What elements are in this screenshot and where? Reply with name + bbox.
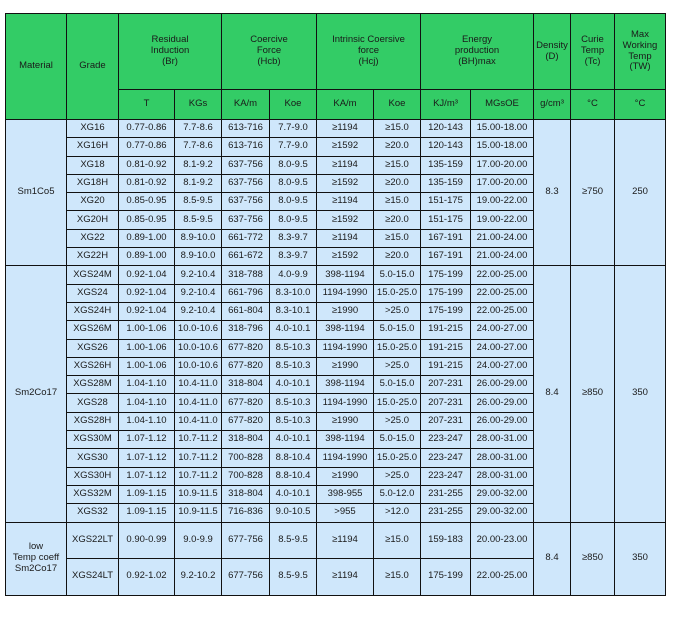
energy-mgsoe-cell: 15.00-18.00 [471,138,534,156]
br-kgs-cell: 10.0-10.6 [175,339,222,357]
br-t-cell: 1.07-1.12 [119,431,175,449]
br-t-cell: 0.89-1.00 [119,248,175,266]
br-t-cell: 1.07-1.12 [119,449,175,467]
grade-cell: XGS30H [67,467,119,485]
hcb-koe-cell: 8.3-9.7 [270,248,317,266]
energy-mgsoe-cell: 20.00-23.00 [471,522,534,559]
maxtemp-cell: 250 [615,120,666,266]
hcb-ka-m-cell: 318-804 [222,485,270,503]
hcj-ka-m-cell: ≥1990 [317,412,374,430]
hcb-koe-cell: 8.8-10.4 [270,467,317,485]
unit-max-working-temp: °C [615,90,666,120]
energy-mgsoe-cell: 22.00-25.00 [471,559,534,596]
hcj-ka-m-cell: ≥1194 [317,229,374,247]
hcj-koe-cell: ≥20.0 [374,211,421,229]
hcj-koe-cell: ≥15.0 [374,193,421,211]
hcb-ka-m-cell: 700-828 [222,467,270,485]
header-material: Material [6,14,67,120]
grade-cell: XGS26H [67,357,119,375]
hcb-ka-m-cell: 677-756 [222,522,270,559]
br-t-cell: 0.90-0.99 [119,522,175,559]
br-t-cell: 0.81-0.92 [119,174,175,192]
hcj-ka-m-cell: 398-1194 [317,266,374,284]
br-t-cell: 0.92-1.02 [119,559,175,596]
energy-kj-m3-cell: 175-199 [421,266,471,284]
br-t-cell: 0.92-1.04 [119,266,175,284]
energy-kj-m3-cell: 231-255 [421,485,471,503]
energy-mgsoe-cell: 22.00-25.00 [471,302,534,320]
header-coercive-force: Coercive Force (Hcb) [222,14,317,90]
energy-kj-m3-cell: 231-255 [421,504,471,522]
br-kgs-cell: 9.0-9.9 [175,522,222,559]
energy-mgsoe-cell: 26.00-29.00 [471,376,534,394]
maxtemp-cell: 350 [615,522,666,595]
hcb-koe-cell: 8.5-10.3 [270,339,317,357]
energy-kj-m3-cell: 175-199 [421,284,471,302]
hcj-koe-cell: >25.0 [374,412,421,430]
hcb-ka-m-cell: 318-788 [222,266,270,284]
unit-hcb-koe: Koe [270,90,317,120]
br-t-cell: 1.00-1.06 [119,321,175,339]
br-kgs-cell: 8.1-9.2 [175,156,222,174]
curie-cell: ≥850 [571,266,615,522]
hcb-koe-cell: 8.0-9.5 [270,211,317,229]
energy-kj-m3-cell: 207-231 [421,412,471,430]
hcb-koe-cell: 8.3-10.0 [270,284,317,302]
header-curie-temp: Curie Temp (Tc) [571,14,615,90]
energy-kj-m3-cell: 120-143 [421,138,471,156]
unit-energy-kj-m3: KJ/m³ [421,90,471,120]
hcb-ka-m-cell: 677-756 [222,559,270,596]
grade-cell: XG18 [67,156,119,174]
br-t-cell: 1.04-1.10 [119,394,175,412]
energy-mgsoe-cell: 22.00-25.00 [471,266,534,284]
hcb-ka-m-cell: 613-716 [222,138,270,156]
unit-hcj-ka-m: KA/m [317,90,374,120]
br-kgs-cell: 8.5-9.5 [175,193,222,211]
grade-cell: XGS26M [67,321,119,339]
br-t-cell: 1.04-1.10 [119,412,175,430]
unit-density: g/cm³ [534,90,571,120]
header-energy-production: Energy production (BH)max [421,14,534,90]
hcj-koe-cell: >25.0 [374,467,421,485]
br-kgs-cell: 10.0-10.6 [175,357,222,375]
material-label-line: low [28,541,44,553]
hcj-koe-cell: >12.0 [374,504,421,522]
br-t-cell: 0.92-1.04 [119,302,175,320]
hcj-koe-cell: ≥20.0 [374,138,421,156]
hcb-ka-m-cell: 637-756 [222,156,270,174]
hcj-ka-m-cell: >955 [317,504,374,522]
hcj-koe-cell: 5.0-12.0 [374,485,421,503]
energy-kj-m3-cell: 120-143 [421,120,471,138]
br-t-cell: 0.77-0.86 [119,120,175,138]
hcb-ka-m-cell: 661-672 [222,248,270,266]
energy-mgsoe-cell: 26.00-29.00 [471,412,534,430]
grade-cell: XG20H [67,211,119,229]
hcb-ka-m-cell: 637-756 [222,174,270,192]
hcb-ka-m-cell: 318-804 [222,431,270,449]
br-kgs-cell: 8.5-9.5 [175,211,222,229]
density-cell: 8.3 [534,120,571,266]
hcb-koe-cell: 8.8-10.4 [270,449,317,467]
hcb-koe-cell: 4.0-10.1 [270,485,317,503]
hcj-koe-cell: ≥15.0 [374,156,421,174]
hcj-koe-cell: ≥15.0 [374,120,421,138]
br-kgs-cell: 10.4-11.0 [175,412,222,430]
hcj-koe-cell: ≥15.0 [374,559,421,596]
br-kgs-cell: 10.7-11.2 [175,449,222,467]
material-label-line: Sm2Co17 [14,387,58,399]
br-t-cell: 1.00-1.06 [119,357,175,375]
br-t-cell: 1.09-1.15 [119,504,175,522]
unit-br-kgs: KGs [175,90,222,120]
hcj-ka-m-cell: ≥1194 [317,120,374,138]
hcb-koe-cell: 4.0-9.9 [270,266,317,284]
grade-cell: XG22H [67,248,119,266]
grade-cell: XGS28H [67,412,119,430]
br-kgs-cell: 10.9-11.5 [175,504,222,522]
hcj-ka-m-cell: 1194-1990 [317,339,374,357]
unit-curie-temp: °C [571,90,615,120]
maxtemp-cell: 350 [615,266,666,522]
grade-cell: XG18H [67,174,119,192]
grade-cell: XGS28M [67,376,119,394]
hcb-ka-m-cell: 677-820 [222,394,270,412]
hcb-ka-m-cell: 613-716 [222,120,270,138]
energy-kj-m3-cell: 135-159 [421,156,471,174]
energy-mgsoe-cell: 24.00-27.00 [471,339,534,357]
energy-kj-m3-cell: 175-199 [421,559,471,596]
energy-kj-m3-cell: 223-247 [421,431,471,449]
grade-cell: XGS32M [67,485,119,503]
hcj-ka-m-cell: ≥1592 [317,174,374,192]
hcj-ka-m-cell: ≥1990 [317,467,374,485]
energy-kj-m3-cell: 207-231 [421,394,471,412]
energy-mgsoe-cell: 29.00-32.00 [471,485,534,503]
br-t-cell: 0.77-0.86 [119,138,175,156]
br-kgs-cell: 10.9-11.5 [175,485,222,503]
material-label-line: Sm2Co17 [14,562,58,574]
energy-kj-m3-cell: 151-175 [421,211,471,229]
hcb-ka-m-cell: 716-836 [222,504,270,522]
hcj-ka-m-cell: ≥1990 [317,302,374,320]
density-cell: 8.4 [534,266,571,522]
energy-kj-m3-cell: 159-183 [421,522,471,559]
grade-cell: XG20 [67,193,119,211]
hcb-koe-cell: 9.0-10.5 [270,504,317,522]
grade-cell: XGS30 [67,449,119,467]
grade-cell: XG16 [67,120,119,138]
hcj-koe-cell: 15.0-25.0 [374,394,421,412]
header-density: Density (D) [534,14,571,90]
energy-mgsoe-cell: 21.00-24.00 [471,248,534,266]
hcj-ka-m-cell: 1194-1990 [317,284,374,302]
hcj-koe-cell: 5.0-15.0 [374,376,421,394]
energy-mgsoe-cell: 28.00-31.00 [471,467,534,485]
hcj-koe-cell: ≥20.0 [374,174,421,192]
unit-energy-mgsoe: MGsOE [471,90,534,120]
energy-mgsoe-cell: 21.00-24.00 [471,229,534,247]
energy-mgsoe-cell: 22.00-25.00 [471,284,534,302]
br-kgs-cell: 9.2-10.2 [175,559,222,596]
hcj-koe-cell: 15.0-25.0 [374,339,421,357]
hcb-ka-m-cell: 637-756 [222,193,270,211]
grade-cell: XGS32 [67,504,119,522]
unit-hcj-koe: Koe [374,90,421,120]
hcb-ka-m-cell: 661-772 [222,229,270,247]
magnet-properties-table [5,13,666,596]
hcb-koe-cell: 7.7-9.0 [270,138,317,156]
energy-kj-m3-cell: 167-191 [421,229,471,247]
hcj-koe-cell: ≥15.0 [374,522,421,559]
hcj-ka-m-cell: ≥1194 [317,559,374,596]
unit-hcb-ka-m: KA/m [222,90,270,120]
br-kgs-cell: 8.9-10.0 [175,229,222,247]
br-t-cell: 0.85-0.95 [119,193,175,211]
br-kgs-cell: 8.9-10.0 [175,248,222,266]
energy-kj-m3-cell: 167-191 [421,248,471,266]
hcj-ka-m-cell: ≥1194 [317,193,374,211]
br-t-cell: 1.00-1.06 [119,339,175,357]
br-kgs-cell: 9.2-10.4 [175,284,222,302]
hcb-koe-cell: 4.0-10.1 [270,431,317,449]
hcj-ka-m-cell: 398-1194 [317,376,374,394]
hcj-koe-cell: ≥20.0 [374,248,421,266]
hcj-ka-m-cell: ≥1194 [317,522,374,559]
energy-kj-m3-cell: 191-215 [421,357,471,375]
energy-mgsoe-cell: 19.00-22.00 [471,211,534,229]
energy-mgsoe-cell: 24.00-27.00 [471,357,534,375]
hcb-koe-cell: 4.0-10.1 [270,376,317,394]
br-kgs-cell: 10.4-11.0 [175,376,222,394]
material-cell [6,522,67,595]
hcj-ka-m-cell: ≥1194 [317,156,374,174]
energy-mgsoe-cell: 17.00-20.00 [471,174,534,192]
hcj-koe-cell: 5.0-15.0 [374,266,421,284]
hcj-ka-m-cell: 1194-1990 [317,449,374,467]
header-residual-induction: Residual Induction (Br) [119,14,222,90]
grade-cell: XGS26 [67,339,119,357]
hcb-ka-m-cell: 318-804 [222,376,270,394]
material-cell [6,120,67,266]
hcj-koe-cell: 15.0-25.0 [374,284,421,302]
br-kgs-cell: 9.2-10.4 [175,302,222,320]
material-label-line: Sm1Co5 [17,186,55,198]
hcb-koe-cell: 8.0-9.5 [270,156,317,174]
energy-kj-m3-cell: 207-231 [421,376,471,394]
br-t-cell: 1.04-1.10 [119,376,175,394]
hcj-koe-cell: >25.0 [374,357,421,375]
br-kgs-cell: 10.0-10.6 [175,321,222,339]
hcb-koe-cell: 8.3-10.1 [270,302,317,320]
grade-cell: XGS30M [67,431,119,449]
hcb-ka-m-cell: 700-828 [222,449,270,467]
hcb-koe-cell: 8.5-9.5 [270,559,317,596]
hcb-koe-cell: 8.3-9.7 [270,229,317,247]
energy-kj-m3-cell: 151-175 [421,193,471,211]
table-row [6,120,666,138]
unit-br-t: T [119,90,175,120]
hcj-ka-m-cell: 398-1194 [317,431,374,449]
energy-kj-m3-cell: 223-247 [421,467,471,485]
energy-mgsoe-cell: 28.00-31.00 [471,431,534,449]
hcj-koe-cell: >25.0 [374,302,421,320]
hcb-koe-cell: 4.0-10.1 [270,321,317,339]
br-kgs-cell: 10.7-11.2 [175,431,222,449]
grade-cell: XGS24H [67,302,119,320]
hcb-koe-cell: 8.5-9.5 [270,522,317,559]
br-t-cell: 0.89-1.00 [119,229,175,247]
hcj-koe-cell: 5.0-15.0 [374,431,421,449]
energy-mgsoe-cell: 26.00-29.00 [471,394,534,412]
header-grade: Grade [67,14,119,120]
energy-mgsoe-cell: 19.00-22.00 [471,193,534,211]
hcb-ka-m-cell: 677-820 [222,357,270,375]
grade-cell: XG22 [67,229,119,247]
br-kgs-cell: 7.7-8.6 [175,138,222,156]
hcb-ka-m-cell: 661-804 [222,302,270,320]
br-kgs-cell: 10.7-11.2 [175,467,222,485]
material-cell [6,266,67,522]
hcb-koe-cell: 8.0-9.5 [270,193,317,211]
grade-cell: XG16H [67,138,119,156]
curie-cell: ≥750 [571,120,615,266]
hcb-koe-cell: 8.5-10.3 [270,357,317,375]
curie-cell: ≥850 [571,522,615,595]
br-kgs-cell: 10.4-11.0 [175,394,222,412]
material-label-line: Temp coeff [12,552,60,564]
hcj-ka-m-cell: ≥1592 [317,248,374,266]
hcb-ka-m-cell: 318-796 [222,321,270,339]
energy-mgsoe-cell: 28.00-31.00 [471,449,534,467]
energy-kj-m3-cell: 223-247 [421,449,471,467]
hcj-koe-cell: 5.0-15.0 [374,321,421,339]
grade-cell: XGS28 [67,394,119,412]
energy-mgsoe-cell: 17.00-20.00 [471,156,534,174]
grade-cell: XGS24LT [67,559,119,596]
energy-mgsoe-cell: 29.00-32.00 [471,504,534,522]
hcb-koe-cell: 8.0-9.5 [270,174,317,192]
energy-mgsoe-cell: 24.00-27.00 [471,321,534,339]
br-kgs-cell: 9.2-10.4 [175,266,222,284]
hcj-ka-m-cell: ≥1990 [317,357,374,375]
energy-mgsoe-cell: 15.00-18.00 [471,120,534,138]
table-row [6,266,666,284]
br-t-cell: 1.07-1.12 [119,467,175,485]
header-intrinsic-coercive-force: Intrinsic Coersive force (Hcj) [317,14,421,90]
grade-cell: XGS24 [67,284,119,302]
grade-cell: XGS24M [67,266,119,284]
energy-kj-m3-cell: 191-215 [421,321,471,339]
hcb-koe-cell: 8.5-10.3 [270,412,317,430]
br-kgs-cell: 7.7-8.6 [175,120,222,138]
header-max-working-temp: Max Working Temp (TW) [615,14,666,90]
hcb-ka-m-cell: 677-820 [222,339,270,357]
hcj-koe-cell: ≥15.0 [374,229,421,247]
hcj-ka-m-cell: 1194-1990 [317,394,374,412]
br-t-cell: 0.85-0.95 [119,211,175,229]
table-row [6,522,666,559]
hcb-ka-m-cell: 637-756 [222,211,270,229]
energy-kj-m3-cell: 135-159 [421,174,471,192]
table-body [6,120,666,596]
energy-kj-m3-cell: 175-199 [421,302,471,320]
hcj-ka-m-cell: ≥1592 [317,138,374,156]
br-t-cell: 1.09-1.15 [119,485,175,503]
br-kgs-cell: 8.1-9.2 [175,174,222,192]
energy-kj-m3-cell: 191-215 [421,339,471,357]
density-cell: 8.4 [534,522,571,595]
br-t-cell: 0.81-0.92 [119,156,175,174]
grade-cell: XGS22LT [67,522,119,559]
hcj-ka-m-cell: 398-955 [317,485,374,503]
hcj-ka-m-cell: ≥1592 [317,211,374,229]
magnet-properties-table-container [5,13,666,596]
br-t-cell: 0.92-1.04 [119,284,175,302]
hcb-koe-cell: 8.5-10.3 [270,394,317,412]
hcb-koe-cell: 7.7-9.0 [270,120,317,138]
hcb-ka-m-cell: 661-796 [222,284,270,302]
hcj-ka-m-cell: 398-1194 [317,321,374,339]
hcb-ka-m-cell: 677-820 [222,412,270,430]
hcj-koe-cell: 15.0-25.0 [374,449,421,467]
